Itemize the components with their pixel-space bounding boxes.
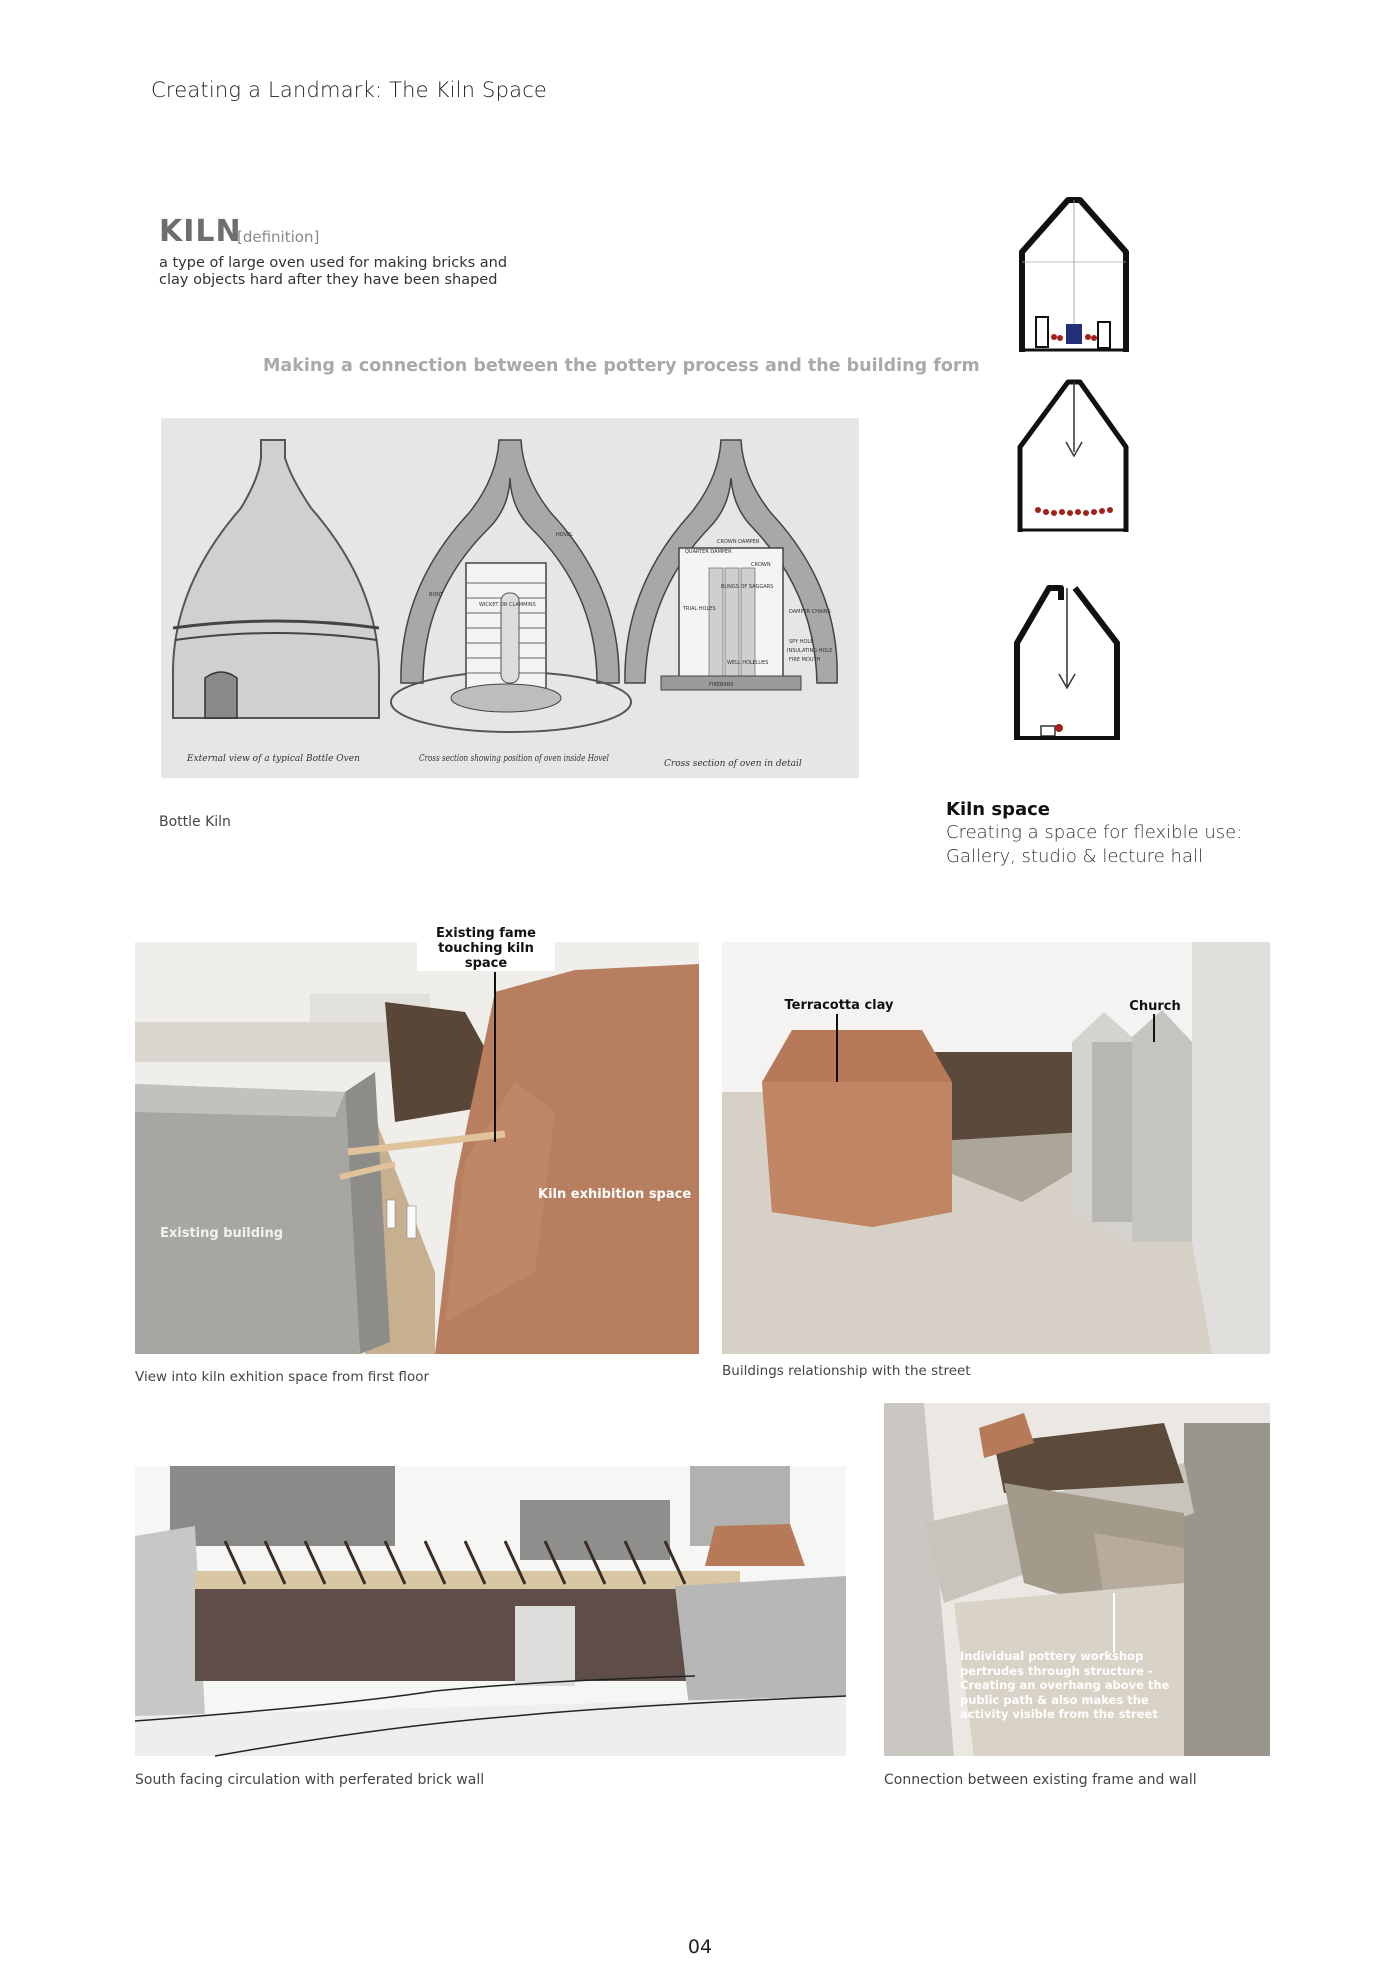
label-firebars: FIREBARS <box>709 682 734 688</box>
bottle-kiln-drawing <box>161 418 859 778</box>
label-quarter-damper: QUARTER DAMPER <box>685 549 732 555</box>
kiln-sketch-3 <box>1005 578 1145 748</box>
photo-connection <box>884 1403 1270 1756</box>
label-existing-frame: Existing fame touching kiln space <box>417 926 555 971</box>
caption-street: Buildings relationship with the street <box>722 1363 971 1379</box>
south-illustration <box>135 1466 846 1756</box>
label-well-hole: WELL HOLE <box>727 660 756 666</box>
label-insulating: INSULATING HOLE <box>787 648 833 654</box>
sketch-lecture <box>1008 372 1142 542</box>
kiln-space-description: Creating a space for flexible use: Gallery, studio & lecture hall <box>946 822 1243 867</box>
label-fire-mouth: FIRE MOUTH <box>789 657 821 663</box>
label-existing-building: Existing building <box>160 1226 284 1241</box>
label-kiln-exhibition-space: Kiln exhibition space <box>538 1187 692 1202</box>
connection-heading: Making a connection between the pottery process and the building form <box>263 356 980 376</box>
kiln-view-illustration <box>135 942 699 1354</box>
label-spy-hole: SPY HOLE <box>789 639 814 645</box>
label-bont: BONT <box>429 592 444 598</box>
sketch-studio <box>1005 578 1145 748</box>
photo-view-into-kiln <box>135 926 699 1354</box>
label-crown: CROWN <box>751 562 771 568</box>
label-pottery-workshop: Individual pottery workshop pertrudes through structure - Creating an overhang above the public path & also makes the activity visible from the street <box>960 1649 1170 1721</box>
bottle-kiln-diagram <box>161 418 859 778</box>
kiln-sketch-1 <box>1010 192 1140 362</box>
label-trial-holes: TRIAL HOLES <box>683 606 716 612</box>
kiln-space-title: Kiln space <box>946 799 1050 820</box>
label-hovel: HOVEL <box>556 532 573 538</box>
page-title: Creating a Landmark: The Kiln Space <box>151 78 548 102</box>
label-flues: FLUES <box>753 660 769 666</box>
page-number: 04 <box>687 1936 713 1958</box>
label-bungs: BUNGS OF SAGGARS <box>721 584 774 590</box>
diagram-caption-detail: Cross section of oven in detail <box>664 759 802 769</box>
diagram-caption-section: Cross section showing position of oven inside Hovel <box>419 754 610 764</box>
definition-tag: [definition] <box>237 228 320 246</box>
sketch-gallery <box>1010 192 1140 362</box>
label-church: Church <box>1129 999 1181 1014</box>
label-wicket: WICKET OR CLAMMINS <box>479 602 536 608</box>
photo-south-circulation <box>135 1466 846 1756</box>
diagram-caption-external: External view of a typical Bottle Oven <box>187 754 360 764</box>
kiln-heading: KILN <box>159 214 242 249</box>
bottle-kiln-caption: Bottle Kiln <box>159 814 231 830</box>
label-crown-damper: CROWN DAMPER <box>717 539 760 545</box>
label-terracotta-clay: Terracotta clay <box>784 998 894 1013</box>
kiln-sketch-2 <box>1008 372 1142 542</box>
caption-connection: Connection between existing frame and wall <box>884 1772 1197 1788</box>
photo-street-relationship <box>722 942 1270 1354</box>
caption-view-into-kiln: View into kiln exhition space from first floor <box>135 1369 430 1385</box>
caption-south: South facing circulation with perferated brick wall <box>135 1772 485 1788</box>
kiln-definition-text: a type of large oven used for making bricks and clay objects hard after they have been shaped <box>159 255 508 288</box>
label-damper-chains: DAMPER CHAINS <box>789 609 831 615</box>
